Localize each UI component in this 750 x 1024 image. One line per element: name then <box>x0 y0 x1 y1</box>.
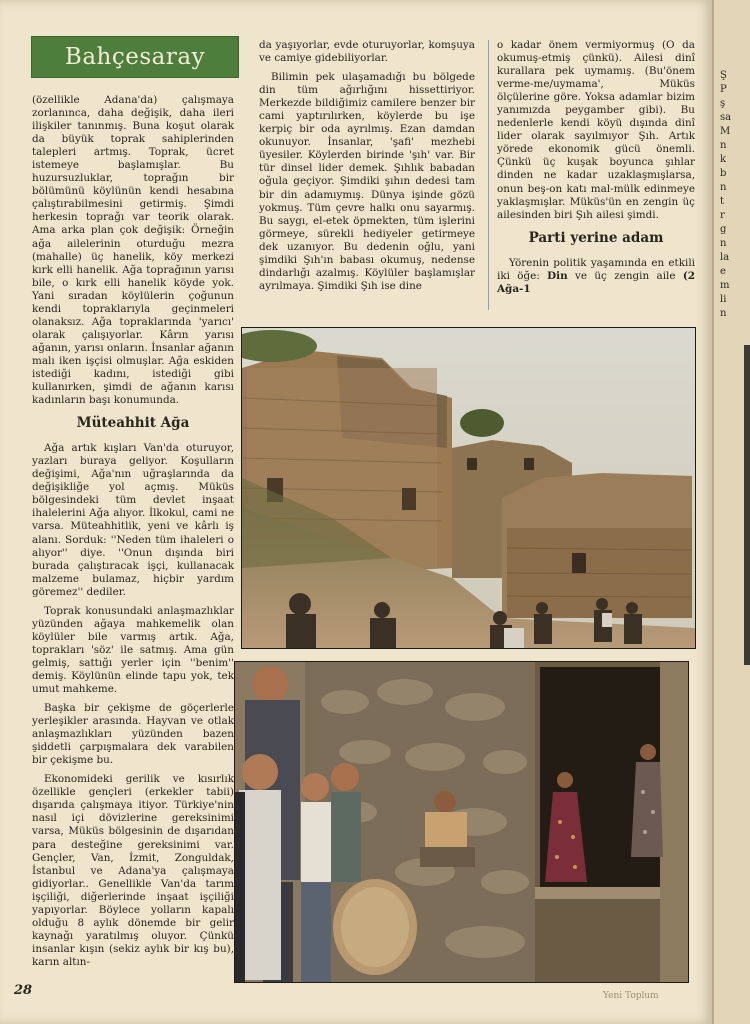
adjacent-photo-edge <box>744 345 750 665</box>
adjacent-text-fragment: r <box>720 210 725 221</box>
adjacent-text-fragment: la <box>720 252 730 263</box>
text-column-3 <box>497 39 695 302</box>
children-doorway-photo <box>234 661 689 983</box>
text-column-2 <box>259 39 475 299</box>
adjacent-text-fragment: g <box>720 224 727 235</box>
adjacent-text-fragment: Ş <box>720 70 727 81</box>
paragraph: Başka bir çekişme de göçerlerle yerleşikler arasında. Hayvan ve otlak anlaşmazlıkları yüzünden bazen şiddetli çarpışmalara dek varabilen bir çekişme bu. <box>32 702 234 767</box>
paragraph: o kadar önem vermiyormuş (O da okumuş-etmiş çünkü). Ailesi dinî kurallara pek uymamış. (Bu'önem verme-me/uymama', Müküs ölçülerine göre. Yoksa adamlar bizim yanımızda peygamber gibi). Bu nedenlerle kendi köyü dışında dinî lider olarak sayılmıyor Şıh. Artık yörede ekonomik gücü önemli. Çünkü üç kuşak boyunca şıhlar dinden ne kadar uzaklaşmışlarsa, onun beş-on katı mal-mülk edinmeye yaklaşmışlar. Müküs'ün en zengin üç ailesinden biri Şıh ailesi şimdi. <box>497 39 695 221</box>
adjacent-text-fragment: P <box>720 84 727 95</box>
adjacent-text-fragment: b <box>720 168 727 179</box>
paragraph: da yaşıyorlar, evde oturuyorlar, komşuya ve camiye gidebiliyorlar. <box>259 39 475 65</box>
adjacent-text-fragment: ş <box>720 98 726 109</box>
adjacent-text-fragment: e <box>720 266 726 277</box>
adjacent-text-fragment: k <box>720 154 727 165</box>
paragraph: Toprak konusundaki anlaşmazlıklar yüzünden ağaya mahkemelik olan köylüler bile varmış artık. Ağa, toprakları 'söz' ile satmış. Ama gün gelmiş, sattığı yerler için ''benim'' demiş. Köylünün elinde tapu yok, tek umut mahkeme. <box>32 604 234 696</box>
section-banner: Bahçesaray <box>31 36 239 78</box>
text-column-1 <box>32 94 234 975</box>
column-divider <box>488 40 489 310</box>
page-number: 28 <box>14 983 33 998</box>
footer-faint-text: Yeni Toplum <box>603 991 659 1001</box>
paragraph: Bilimin pek ulaşamadığı bu bölgede din tüm ağırlığını hissettiriyor. Merkezde bildiğimiz camilere benzer bir cami yaptırılırken, köylerde bu işe kerpiç bir oda ayrılmış. Ezan damdan okunuyor. İnsanlar, 'şafi' mezhebi üyesiler. Köylerden birinde 'şıh' var. Bir tür dinsel lider demek. Şıhlık babadan oğula geçiyor. Şimdiki şıhın dedesi tam bir din adamıymış. Dünya işinde gözü yokmuş. Tüm çevre halkı onu sayarmış. Bu saygı, el-etek öpmekten, tüm işlerini görmeye, sürekli hediyeler getirmeye dek uzanıyor. Bu dedenin oğlu, yani şimdiki Şıh'ın babası okumuş, nedense dindarlığı azalmış. Köylüler başlamışlar ayrılmaya. Şimdiki Şıh ise dine <box>259 71 475 292</box>
paragraph: Yörenin politik yaşamında en etkili iki öğe: Din ve üç zengin aile (2 Ağa-1 <box>497 256 695 295</box>
adjacent-text-fragment: M <box>720 126 731 137</box>
adjacent-text-fragment: t <box>720 196 725 207</box>
adjacent-text-fragment: n <box>720 182 727 193</box>
adjacent-text-fragment: li <box>720 294 727 305</box>
subheading-parti-yerine-adam: Parti yerine adam <box>528 229 664 246</box>
stone-village-photo <box>241 327 696 649</box>
adjacent-text-fragment: n <box>720 238 727 249</box>
adjacent-text-fragment: sa <box>720 112 732 123</box>
paragraph: Ekonomideki gerilik ve kısırlık özellikle gençleri (erkekler tabii) dışarıda çalışmaya itiyor. Türkiye'nin nasıl içi dövizlerine gereksinimi varsa, Müküs bölgesinin de dışarıdan para desteğine gereksinimi var. Gençler, Van, İzmit, Zonguldak, İstanbul ve Adana'ya çalışmaya gidiyorlar.. Genellikle Van'da tarım işçiliği, diğerlerinde inşaat işçiliği yapıyorlar. Böylece yolların kapalı olduğu 8 aylık dönemde bir gelir kaynağı yaratılmış oluyor. Çünkü insanlar kışın (sekiz aylık bir kış bu), karın altın- <box>32 773 234 968</box>
adjacent-text-fragment: n <box>720 308 727 319</box>
adjacent-text-fragment: n <box>720 140 727 151</box>
paragraph: Ağa artık kışları Van'da oturuyor, yazları buraya geliyor. Koşulların değişimi, Ağa'nın uğraşlarında da değişikliğe yol açmış. Müküs bölgesindeki tüm devlet inşaat ihalelerini Ağa alıyor. İlkokul, cami ne varsa. Müteahhitlik, yeni ve kârlı iş alanı. Sorduk: ''Neden tüm ihaleleri o alıyor'' diye. ''Onun dışında biri burada çalıştıracak işçi, kullanacak malzeme bulamaz, hiçbir yardım göremez'' dediler. <box>32 442 234 598</box>
adjacent-text-fragment: m <box>720 280 730 291</box>
paragraph: (özellikle Adana'da) çalışmaya zorlanınca, daha değişik, daha ileri ilişkiler tanınmış. Buna koşut olarak da büyük toprak sahiplerinden talepleri artmış. Toprak, ücret istemeye başlamışlar. Bu huzursuzluklar, toprağın bir bölümünü köylünün kendi hesabına çalıştırabilmesini getirmiş. Şimdi herkesin toprağı var teorik olarak. Ama arka plan çok değişik: Örneğin ağa ailelerinin oturduğu mezra (mahalle) üç hanelik, köy merkezi kırk elli hanelik. Ağa toprağının yarısı bile, o kırk elli hanelik köyde yok. Yani sıradan köylülerin çoğunun kendi topraklarıyla geçinmeleri olanaksız. Ağa topraklarında 'yarıcı' olarak çalışıyorlar. Kârın yarısı ağanın, yarısı onların. İnsanlar ağanın malı iken işçisi olmuşlar. Ağa eskiden istediği kadını, istediği gibi kullanırken, şimdi de ağanın karısı kadınların başı konumunda. <box>32 94 234 407</box>
subheading-muteahhit-aga: Müteahhit Ağa <box>76 415 190 432</box>
